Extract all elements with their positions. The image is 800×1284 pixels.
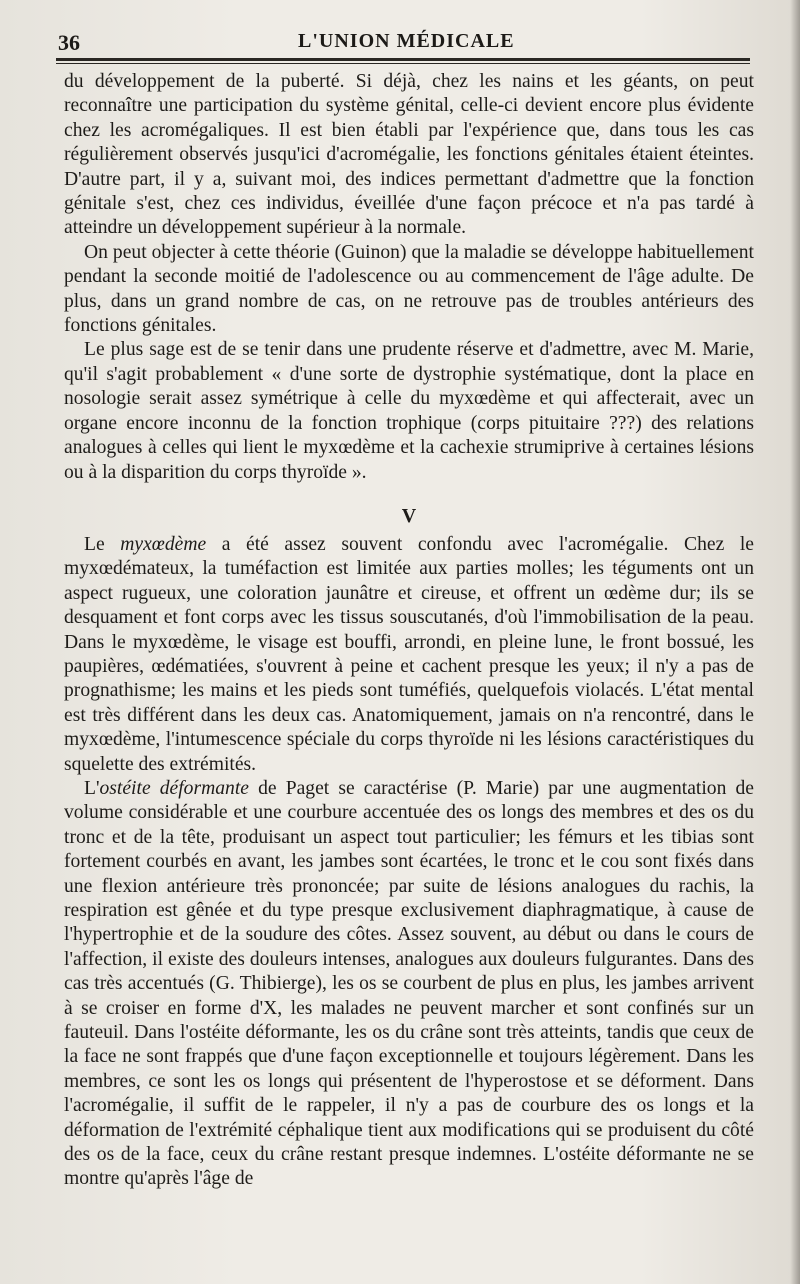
italic-term: ostéite déformante [99, 777, 249, 799]
paragraph-osteite [64, 777, 754, 1192]
italic-term: myxœdème [120, 533, 207, 555]
section-heading: V [401, 504, 417, 527]
page-edge-shadow [790, 0, 800, 1284]
paragraph-lead: L' [84, 777, 100, 799]
paragraph-rest: de Paget se caractérise (P. Marie) par une augmentation de volume considérable et une courbure accentuée des os longs des membres et des os du tronc et de la tête, produisant un aspect tout particulier; les fémurs et les tibias sont fortement courbés en avant, les jambes sont écartées, le tronc et le cou sont fixés dans une flexion antérieure très prononcée; par suite de lésions analogues du rachis, la respiration est gênée et du type presque exclusivement diaphragmatique, à cause de l'hypertrophie et de la soudure des côtes. Assez souvent, au début ou dans le cours de l'affection, il existe des douleurs intenses, analogues aux douleurs fulgurantes. Dans des cas très accentués (G. Thibierge), les os se courbent de plus en plus, les jambes arrivent à se croiser en forme d'X, les malades ne peuvent marcher et sont confinés sur un fauteuil. Dans l'ostéite déformante, les os du crâne sont très atteints, tandis que ceux de la face ne sont frappés que d'une façon exceptionnelle et toujours légèrement. Dans les membres, ce sont les os longs qui présentent de l'hyperostose et se déforment. Dans l'acromégalie, il suffit de le rappeler, il n'y a pas de courbure des os longs et la déformation de l'extrémité céphalique tient aux modifications qui se produisent du côté des os de la face, ceux du crâne restant presque indemnes. L'ostéite déformante ne se montre qu'après l'âge de [64, 777, 754, 1190]
paragraph-rest: a été assez souvent confondu avec l'acromégalie. Chez le myxœdémateux, la tuméfaction est limitée aux parties molles; les téguments ont un aspect rugueux, une coloration jaunâtre et cireuse, et offrent un œdème dur; ils se desquament et font corps avec les tissus souscutanés, d'où l'immobilisation de la peau. Dans le myxœdème, le visage est bouffi, arrondi, en pleine lune, le front bossué, les paupières, œdématiées, s'ouvrent à peine et cachent presque les yeux; il n'y a pas de prognathisme; les mains et les pieds sont tuméfiés, quelquefois violacés. L'état mental est très différent dans les deux cas. Anatomiquement, jamais on n'a rencontré, dans le myxœdème, l'intumescence spéciale du corps thyroïde ni les lésions caractéristiques du squelette des extrémités. [64, 533, 754, 775]
paragraph-lead: Le [84, 533, 121, 555]
paragraph-myxoedeme [64, 533, 754, 777]
body-text [64, 70, 754, 1192]
page-header [58, 22, 752, 56]
header-rule [56, 58, 750, 64]
running-head: L'UNION MÉDICALE [298, 30, 515, 52]
paragraph-marie-quote: Le plus sage est de se tenir dans une prudente réserve et d'admettre, avec M. Marie, qu'il s'agit probablement « d'une sorte de dystrophie systématique, dont la place en nosologie serait assez symétrique à celle du myxœdème et qui affecterait, avec un organe encore inconnu de la fonction trophique (corps pituitaire ???) des relations analogues à celles qui lient le myxœdème et la cachexie strumiprive à certaines lésions ou à la disparition du corps thyroïde ». [64, 339, 754, 483]
paragraph-guinon-objection: On peut objecter à cette théorie (Guinon) que la maladie se développe habituellement pendant la seconde moitié de l'adolescence ou au commencement de l'âge adulte. De plus, dans un grand nombre de cas, on ne retrouve pas de troubles antérieurs des fonctions génitales. [64, 241, 754, 337]
page-number: 36 [58, 30, 80, 55]
paragraph-continuation: du développement de la puberté. Si déjà, chez les nains et les géants, on peut reconnaître une participation du système génital, celle-ci devient encore plus évidente chez les acromégaliques. Il est bien établi par l'expérience que, dans tous les cas régulièrement observés jusqu'ici d'acromégalie, les fonctions génitales étaient éteintes. D'autre part, il y a, suivant moi, des indices permettant d'admettre que la fonction génitale s'est, chez ces individus, éveillée d'une façon précoce et n'a pas tardé à atteindre un développement supérieur à la normale. [64, 71, 754, 239]
